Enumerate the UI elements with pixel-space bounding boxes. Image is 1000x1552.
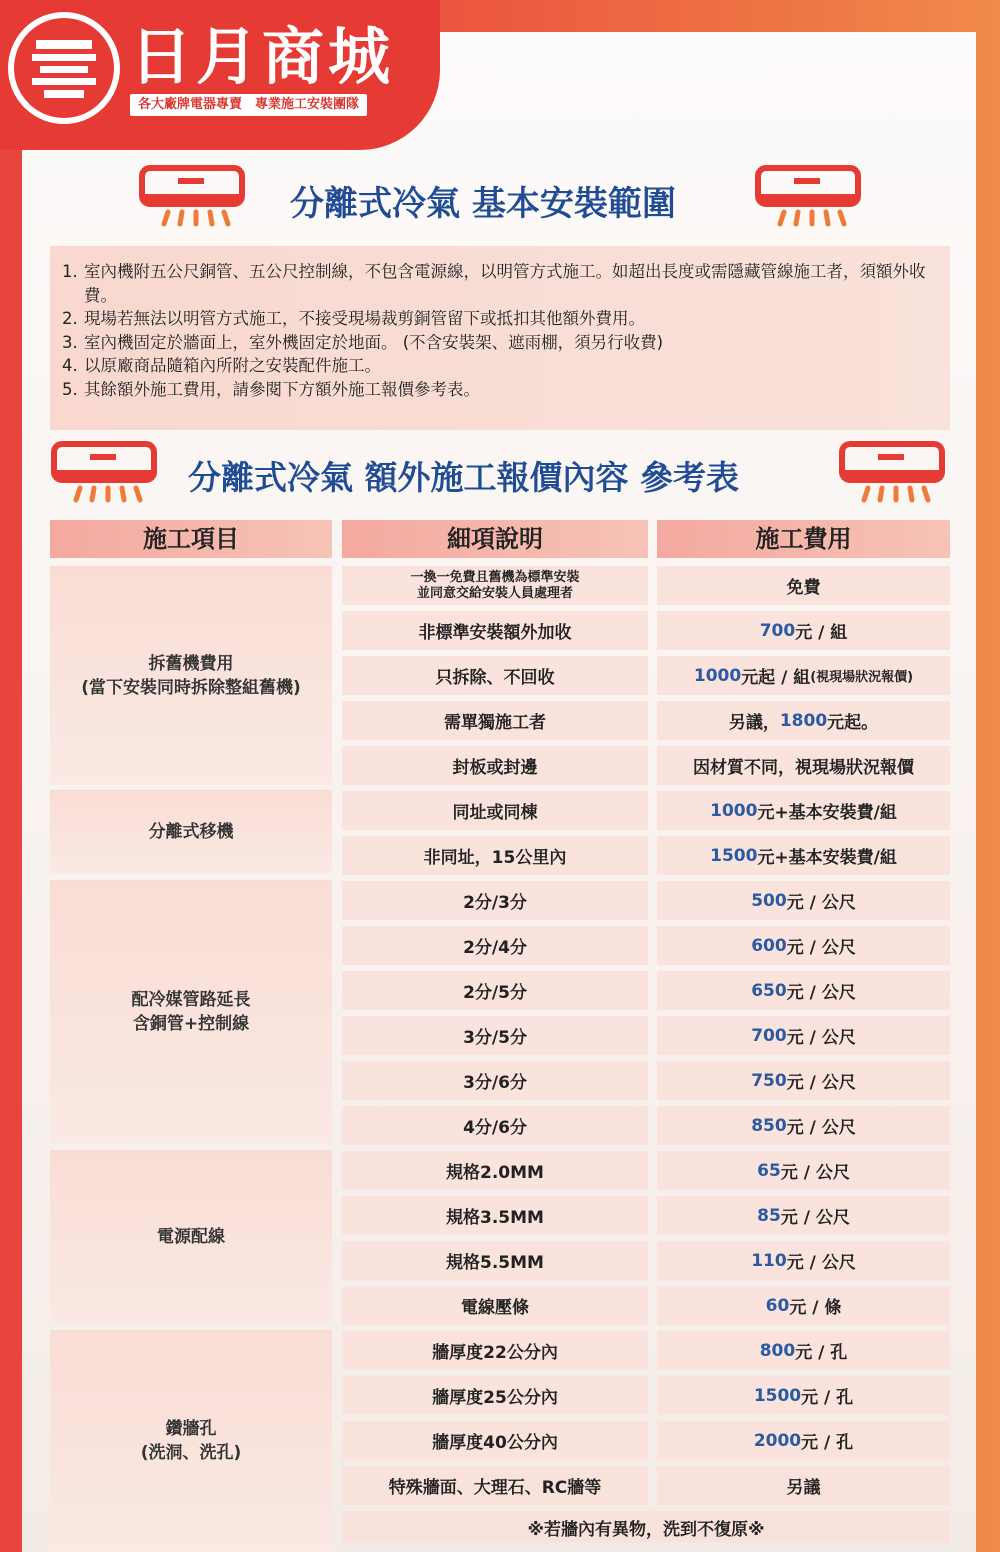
price-amount: 65 (757, 1160, 781, 1181)
price-cell: 因材質不同，視現場狀況報價 (657, 746, 950, 785)
price-amount: 1500 (753, 1385, 802, 1406)
price-cell: 65 元 / 公尺 (657, 1151, 950, 1190)
header-item: 施工項目 (50, 520, 332, 558)
detail-cell: 非同址，15公里內 (342, 836, 648, 875)
price-cell: 1500 元 / 孔 (657, 1376, 950, 1415)
header-price: 施工費用 (657, 520, 950, 558)
scope-list (50, 246, 950, 430)
detail-cell: 牆厚度22公分內 (342, 1331, 648, 1370)
price-amount: 650 (751, 980, 787, 1001)
detail-cell: 牆厚度25公分內 (342, 1376, 648, 1415)
detail-cell: 非標準安裝額外加收 (342, 611, 648, 650)
air-conditioner-icon (50, 440, 158, 508)
scope-title: 分離式冷氣 基本安裝範圍 (290, 184, 676, 224)
detail-cell: 規格3.5MM (342, 1196, 648, 1235)
price-amount: 1800 (779, 710, 828, 731)
group-relocate: 分離式移機 (50, 790, 332, 874)
price-amount: 700 (759, 620, 796, 641)
price-amount: 700 (751, 1025, 787, 1046)
brand-logo-icon (8, 12, 120, 124)
group-power-wiring: 電源配線 (50, 1150, 332, 1324)
price-cell: 650 元 / 公尺 (657, 971, 950, 1010)
detail-cell: 只拆除、不回收 (342, 656, 648, 695)
detail-cell: 3分/6分 (342, 1061, 648, 1100)
group-wall-drilling: 鑽牆孔 (洗洞、洗孔) (50, 1330, 332, 1552)
detail-cell: 牆厚度40公分內 (342, 1421, 648, 1460)
price-cell: 1000 元起 / 組 (視現場狀況報價) (657, 656, 950, 695)
price-cell: 85 元 / 公尺 (657, 1196, 950, 1235)
detail-cell: 2分/5分 (342, 971, 648, 1010)
scope-item: 1. 室內機附五公尺銅管、五公尺控制線，不包含電源線，以明管方式施工。如超出長度或需隱藏管線施工者，須額外收費。 (62, 262, 926, 305)
price-amount: 110 (751, 1250, 787, 1271)
scope-item: 3. 室內機固定於牆面上，室外機固定於地面。 (不含安裝架、遮雨棚，須另行收費) (62, 332, 664, 352)
price-cell: 800 元 / 孔 (657, 1331, 950, 1370)
logo-banner (0, 0, 440, 150)
price-amount: 500 (751, 890, 787, 911)
air-conditioner-icon (754, 164, 862, 232)
price-amount: 800 (759, 1340, 796, 1361)
detail-cell: 2分/3分 (342, 881, 648, 920)
price-amount: 850 (751, 1115, 787, 1136)
price-cell: 1500 元+基本安裝費/組 (657, 836, 950, 875)
detail-cell: 需單獨施工者 (342, 701, 648, 740)
group-refrigerant-pipe: 配冷媒管路延長 含銅管+控制線 (50, 880, 332, 1144)
price-cell: 750 元 / 公尺 (657, 1061, 950, 1100)
price-amount: 1000 (710, 800, 758, 821)
price-cell: 600 元 / 公尺 (657, 926, 950, 965)
scope-item: 2. 現場若無法以明管方式施工，不接受現場裁剪銅管留下或抵扣其他額外費用。 (62, 309, 645, 328)
price-cell: 2000 元 / 孔 (657, 1421, 950, 1460)
detail-cell: 電線壓條 (342, 1286, 648, 1325)
price-cell: 700 元 / 組 (657, 611, 950, 650)
price-cell: 1000 元+基本安裝費/組 (657, 791, 950, 830)
detail-cell: 2分/4分 (342, 926, 648, 965)
price-cell: 免費 (657, 566, 950, 605)
price-amount: 750 (751, 1070, 787, 1091)
brand-tagline: 各大廠牌電器專賣 專業施工安裝團隊 (130, 94, 367, 116)
detail-cell: 同址或同棟 (342, 791, 648, 830)
detail-cell: 封板或封邊 (342, 746, 648, 785)
scope-item: 5. 其餘額外施工費用，請參閱下方額外施工報價參考表。 (62, 379, 480, 399)
price-amount: 2000 (753, 1430, 802, 1451)
price-amount: 85 (757, 1205, 781, 1226)
scope-item: 4. 以原廠商品隨箱內所附之安裝配件施工。 (62, 356, 381, 375)
air-conditioner-icon (138, 164, 246, 232)
detail-cell: 規格2.0MM (342, 1151, 648, 1190)
header-detail: 細項說明 (342, 520, 648, 558)
price-cell: 110 元 / 公尺 (657, 1241, 950, 1280)
detail-cell: 4分/6分 (342, 1106, 648, 1145)
group-remove-old: 拆舊機費用 (當下安裝同時拆除整組舊機) (50, 566, 332, 785)
price-cell: 500 元 / 公尺 (657, 881, 950, 920)
price-cell: 另議， 1800 元起。 (657, 701, 950, 740)
detail-cell: 3分/5分 (342, 1016, 648, 1055)
price-amount: 600 (751, 935, 787, 956)
detail-cell: 特殊牆面、大理石、RC牆等 (342, 1466, 648, 1505)
price-cell: 60 元 / 條 (657, 1286, 950, 1325)
detail-cell: 一換一免費且舊機為標準安裝 並同意交給安裝人員處理者 (342, 566, 648, 605)
price-amount: 1000 (693, 665, 742, 686)
footnote: ※若牆內有異物，洗到不復原※ (342, 1511, 950, 1543)
price-amount: 60 (765, 1295, 790, 1316)
brand-name: 日月商城 (130, 20, 395, 93)
price-cell: 700 元 / 公尺 (657, 1016, 950, 1055)
price-amount: 1500 (710, 845, 758, 866)
quote-title: 分離式冷氣 額外施工報價內容 參考表 (188, 458, 739, 497)
price-cell: 850 元 / 公尺 (657, 1106, 950, 1145)
air-conditioner-icon (838, 440, 946, 508)
price-cell: 另議 (657, 1466, 950, 1505)
detail-cell: 規格5.5MM (342, 1241, 648, 1280)
